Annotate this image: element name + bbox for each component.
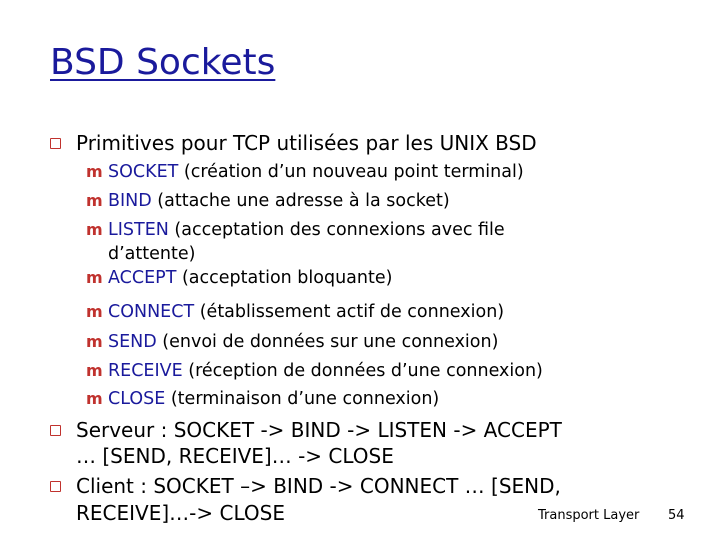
primitive-desc: (acceptation des connexions avec file <box>168 220 505 240</box>
arrow-bullet-icon: m <box>86 162 103 181</box>
slide-title: BSD Sockets <box>50 42 276 83</box>
square-bullet-icon <box>50 481 61 492</box>
arrow-bullet-icon: m <box>86 332 103 351</box>
arrow-bullet-icon: m <box>86 361 103 380</box>
square-bullet-icon <box>50 425 61 436</box>
primitive-item <box>108 385 439 413</box>
primitive-desc: (attache une adresse à la socket) <box>151 191 450 211</box>
primitive-desc: (acceptation bloquante) <box>176 268 393 288</box>
primitive-desc: (établissement actif de connexion) <box>194 302 505 322</box>
primitive-name: ACCEPT <box>108 268 177 288</box>
primitive-item <box>108 328 498 356</box>
primitive-name: SOCKET <box>108 162 179 182</box>
primitive-item <box>108 298 504 326</box>
intro-text: Primitives pour TCP utilisées par les UNIX BSD <box>76 131 537 155</box>
primitive-name: BIND <box>108 191 152 211</box>
arrow-bullet-icon: m <box>86 389 103 408</box>
primitive-item <box>108 357 543 385</box>
primitive-name: CLOSE <box>108 389 166 409</box>
client-sequence-line2: RECEIVE]…-> CLOSE <box>76 501 285 525</box>
server-sequence-line1: Serveur : SOCKET -> BIND -> LISTEN -> ACCEPT <box>76 418 562 442</box>
page-number: 54 <box>668 508 685 523</box>
primitive-desc: (création d’un nouveau point terminal) <box>178 162 524 182</box>
server-sequence-line2: … [SEND, RECEIVE]… -> CLOSE <box>76 444 394 468</box>
primitive-desc: (réception de données d’une connexion) <box>182 361 543 381</box>
arrow-bullet-icon: m <box>86 191 103 210</box>
primitive-desc: (envoi de données sur une connexion) <box>156 332 499 352</box>
arrow-bullet-icon: m <box>86 268 103 287</box>
arrow-bullet-icon: m <box>86 220 103 239</box>
primitive-name: RECEIVE <box>108 361 183 381</box>
primitive-desc-continued: d’attente) <box>108 244 196 264</box>
primitive-name: CONNECT <box>108 302 195 322</box>
primitive-desc: (terminaison d’une connexion) <box>165 389 440 409</box>
square-bullet-icon <box>50 138 61 149</box>
primitive-name: SEND <box>108 332 157 352</box>
primitive-item <box>108 158 524 186</box>
primitive-item <box>108 264 392 292</box>
footer-label: Transport Layer <box>538 508 640 523</box>
primitive-item <box>108 187 450 215</box>
arrow-bullet-icon: m <box>86 302 103 321</box>
client-sequence-line1: Client : SOCKET –> BIND -> CONNECT … [SEND, <box>76 474 561 498</box>
primitive-name: LISTEN <box>108 220 169 240</box>
